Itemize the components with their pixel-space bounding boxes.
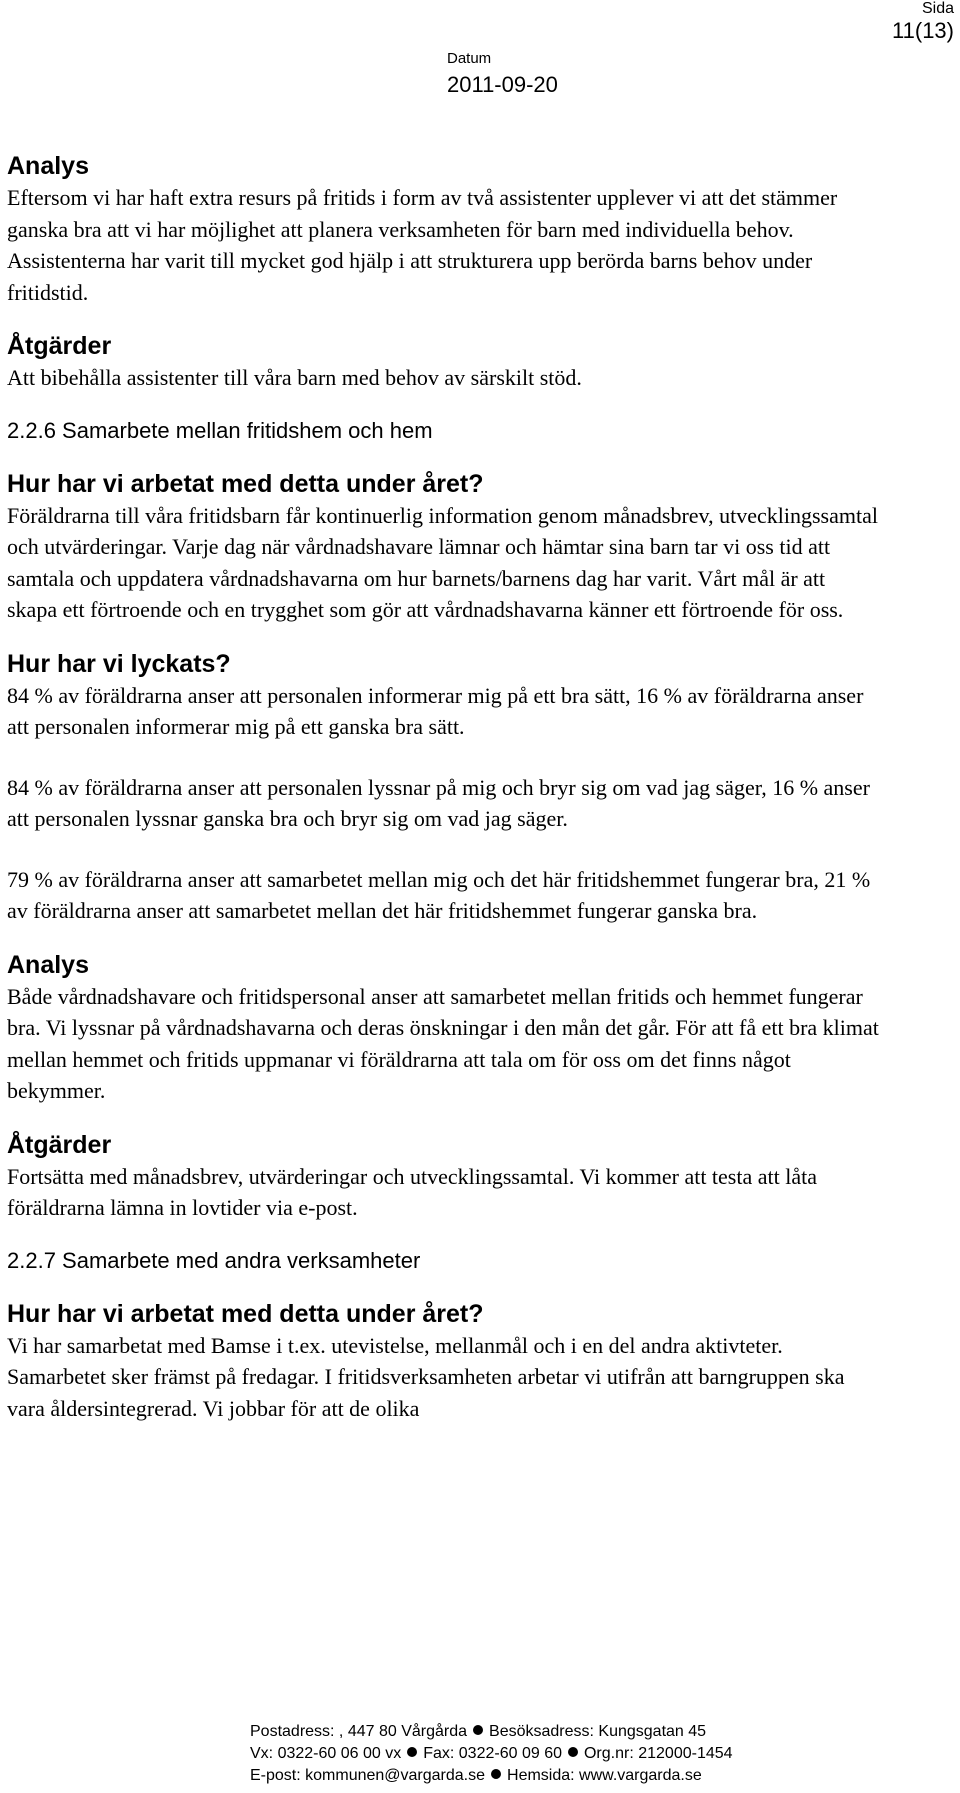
footer-orgnr: Org.nr: 212000-1454	[583, 1745, 733, 1762]
bullet-icon	[407, 1747, 417, 1757]
bullet-icon	[491, 1769, 501, 1779]
lyckats-paragraph-2: 84 % av föräldrarna anser att personalen lyssnar på mig och bryr sig om vad jag säger, 16 % anser att personalen lyssnar ganska bra och bryr sig om vad jag säger.	[7, 774, 870, 831]
arbetat-heading-2: Hur har vi arbetat med detta under året?	[7, 1299, 484, 1328]
date-value: 2011-09-20	[447, 72, 558, 97]
arbetat-paragraph-2: Vi har samarbetat med Bamse i t.ex. utevistelse, mellanmål och i en del andra aktivteter. Samarbetet sker främst på fredagar. I fritidsverksamheten arbetar vi utifrån att barngruppen ska vara åldersintegrerad. Vi jobbar för att de olika	[7, 1332, 845, 1421]
footer-hemsida: Hemsida: www.vargarda.se	[507, 1767, 702, 1784]
analys-paragraph-2: Både vårdnadshavare och fritidspersonal anser att samarbetet mellan fritids och hemmet fungerar bra. Vi lyssnar på vårdnadshavarna och deras önskningar i den mån det går. För att få ett bra klimat mellan hemmet och fritids uppmanar vi föräldrarna att tala om för oss om det finns något bekymmer.	[7, 983, 879, 1103]
date-label: Datum	[447, 50, 492, 67]
footer-line-1	[250, 1721, 950, 1743]
section-2-2-6-title: 2.2.6 Samarbete mellan fritidshem och hem	[7, 417, 433, 443]
atgarder-heading-2: Åtgärder	[7, 1130, 112, 1159]
analys-heading-2: Analys	[7, 950, 89, 979]
bullet-icon	[568, 1747, 578, 1757]
footer-epost: E-post: kommunen@vargarda.se	[250, 1767, 486, 1784]
section-2-2-7-title: 2.2.7 Samarbete med andra verksamheter	[7, 1247, 421, 1273]
analys-heading: Analys	[7, 152, 89, 180]
page-label: Sida	[921, 0, 954, 17]
footer-line-2	[250, 1743, 950, 1765]
footer-vx: Vx: 0322-60 06 00 vx	[250, 1745, 402, 1762]
document-body	[7, 150, 879, 1424]
analys-paragraph: Eftersom vi har haft extra resurs på fritids i form av två assistenter upplever vi att det stämmer ganska bra att vi har möjlighet att planera verksamheten för barn med individuella behov. Assistenterna har varit till mycket god hjälp i att strukturera upp berörda barns behov under fritidstid.	[7, 185, 838, 305]
page-number: 11(13)	[892, 18, 954, 43]
lyckats-heading: Hur har vi lyckats?	[7, 649, 231, 678]
arbetat-paragraph: Föräldrarna till våra fritidsbarn får kontinuerlig information genom månadsbrev, utvecklingssamtal och utvärderingar. Varje dag när vårdnadshavare lämnar och hämtar sina barn tar vi oss tid att samtala och uppdatera vårdnadshavarna om hur barnets/barnens dag har varit. Vårt mål är att skapa ett förtroende och en trygghet som gör att vårdnadshavarna känner ett förtroende för oss.	[7, 502, 878, 622]
footer-besoksadress: Besöksadress: Kungsgatan 45	[489, 1723, 707, 1740]
arbetat-heading: Hur har vi arbetat med detta under året?	[7, 469, 484, 498]
page-footer	[250, 1721, 950, 1787]
footer-postadress: Postadress: , 447 80 Vårgårda	[250, 1723, 468, 1740]
lyckats-paragraph-3: 79 % av föräldrarna anser att samarbetet mellan mig och det här fritidshemmet fungerar bra, 21 % av föräldrarna anser att samarbetet mellan det här fritidshemmet fungerar ganska bra.	[7, 866, 871, 923]
atgarder-paragraph: Att bibehålla assistenter till våra barn med behov av särskilt stöd.	[7, 365, 582, 390]
footer-line-3	[250, 1765, 950, 1787]
atgarder-heading: Åtgärder	[7, 332, 112, 360]
atgarder-paragraph-2: Fortsätta med månadsbrev, utvärderingar och utvecklingssamtal. Vi kommer att testa att låta föräldrarna lämna in lovtider via e-post.	[7, 1163, 817, 1220]
bullet-icon	[473, 1725, 483, 1735]
footer-fax: Fax: 0322-60 09 60	[423, 1745, 562, 1762]
lyckats-paragraph-1: 84 % av föräldrarna anser att personalen informerar mig på ett bra sätt, 16 % av föräldrarna anser att personalen informerar mig på ett ganska bra sätt.	[7, 682, 864, 739]
